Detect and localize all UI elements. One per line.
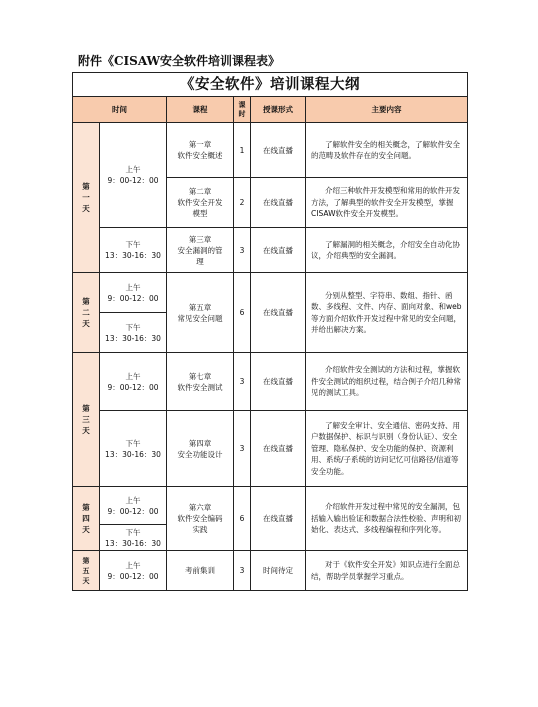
day-label-1: 第 一 天 [73, 123, 100, 273]
course-cell: 第一章 软件安全概述 [167, 123, 234, 178]
table-row [73, 273, 468, 313]
hours-cell: 2 [234, 178, 251, 228]
format-cell: 在线直播 [251, 353, 306, 411]
hours-cell: 6 [234, 487, 251, 551]
course-cell: 第四章 安全功能设计 [167, 411, 234, 487]
table-row [73, 411, 468, 487]
day-label-5: 第 五 天 [73, 551, 100, 591]
course-cell: 第三章 安全漏洞的管 理 [167, 228, 234, 273]
table-row [73, 551, 468, 591]
table-row [73, 228, 468, 273]
hours-cell: 3 [234, 411, 251, 487]
format-cell: 在线直播 [251, 178, 306, 228]
time-slot-morning: 上午 9：00-12：00 [100, 551, 167, 591]
course-cell: 第六章 软件安全编码 实践 [167, 487, 234, 551]
col-header-format: 授课形式 [251, 97, 306, 123]
format-cell: 时间待定 [251, 551, 306, 591]
content-cell: 介绍三种软件开发模型和常用的软件开发方法，了解典型的软件安全开发模型，掌握CISAW软件安全开发模型。 [306, 178, 468, 228]
time-slot-morning: 上午 9：00-12：00 [100, 353, 167, 411]
table-title: 《安全软件》培训课程大纲 [73, 73, 468, 97]
time-slot-morning: 上午 9：00-12：00 [100, 273, 167, 313]
time-slot-afternoon: 下午 13：30-16：30 [100, 313, 167, 353]
time-slot-morning: 上午 9：00-12：00 [100, 123, 167, 228]
col-header-hours: 课时 [234, 97, 251, 123]
format-cell: 在线直播 [251, 273, 306, 353]
content-cell: 分别从整型、字符串、数组、指针、函数、多线程、文件、内存、面向对象、和web等方面介绍软件开发过程中常见的安全问题，并给出解决方案。 [306, 273, 468, 353]
format-cell: 在线直播 [251, 487, 306, 551]
table-row [73, 353, 468, 411]
content-cell: 了解安全审计、安全通信、密码支持、用户数据保护、标识与识别（身份认证）、安全管理、隐私保护、安全功能的保护、资源利用、系统/子系统的访问记忆可信路径/信道等安全功能。 [306, 411, 468, 487]
table-row [73, 487, 468, 525]
course-table [72, 72, 468, 591]
day-label-4: 第 四 天 [73, 487, 100, 551]
hours-cell: 3 [234, 551, 251, 591]
time-slot-afternoon: 下午 13：30-16：30 [100, 411, 167, 487]
hours-cell: 3 [234, 353, 251, 411]
course-cell: 第七章 软件安全测试 [167, 353, 234, 411]
hours-cell: 3 [234, 228, 251, 273]
format-cell: 在线直播 [251, 123, 306, 178]
course-cell: 考前集训 [167, 551, 234, 591]
header-row [73, 97, 468, 123]
day-label-2: 第 二 天 [73, 273, 100, 353]
course-cell: 第二章 软件安全开发 模型 [167, 178, 234, 228]
col-header-course: 课程 [167, 97, 234, 123]
time-slot-morning: 上午 9：00-12：00 [100, 487, 167, 525]
course-cell: 第五章 常见安全问题 [167, 273, 234, 353]
time-slot-afternoon: 下午 13：30-16：30 [100, 525, 167, 551]
format-cell: 在线直播 [251, 411, 306, 487]
time-slot-afternoon: 下午 13：30-16：30 [100, 228, 167, 273]
col-header-time: 时间 [73, 97, 167, 123]
content-cell: 了解软件安全的相关概念，了解软件安全的范畴及软件存在的安全问题。 [306, 123, 468, 178]
content-cell: 介绍软件开发过程中常见的安全漏洞，包括输入输出验证和数据合法性校验、声明和初始化、表达式、多线程编程和序列化等。 [306, 487, 468, 551]
col-header-content: 主要内容 [306, 97, 468, 123]
attachment-header: 附件《CISAW安全软件培训课程表》 [78, 54, 281, 68]
content-cell: 了解漏洞的相关概念，介绍安全自动化协议，介绍典型的安全漏洞。 [306, 228, 468, 273]
content-cell: 介绍软件安全测试的方法和过程，掌握软件安全测试的组织过程，结合例子介绍几种常见的测试工具。 [306, 353, 468, 411]
day-label-3: 第 三 天 [73, 353, 100, 487]
content-cell: 对于《软件安全开发》知识点进行全面总结，帮助学员掌握学习重点。 [306, 551, 468, 591]
table-row [73, 123, 468, 178]
hours-cell: 1 [234, 123, 251, 178]
hours-cell: 6 [234, 273, 251, 353]
format-cell: 在线直播 [251, 228, 306, 273]
